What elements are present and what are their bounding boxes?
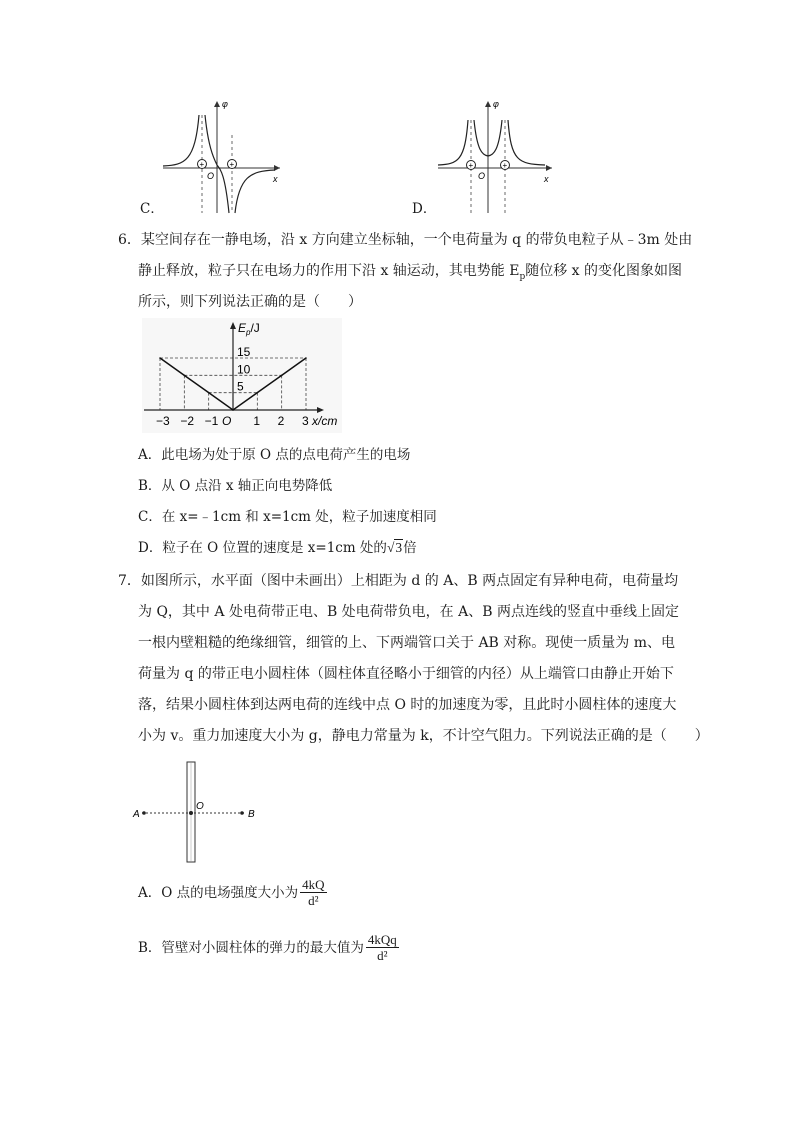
data-point--2 [184, 375, 186, 377]
q6-option-a: A．此电场为处于原 O 点的点电荷产生的电场 [138, 447, 411, 463]
q6-option-b: B．从 O 点沿 x 轴正向电势降低 [138, 478, 333, 494]
fraction-4kq-over-d2: $\frac{4kQ}{\text{d²}}$ [302, 877, 325, 908]
y-tick-label-15: 15 [237, 345, 251, 359]
svg-text:+: + [468, 161, 474, 170]
tube-charges-figure [132, 760, 272, 865]
x-tick-label-4: 1 [253, 414, 261, 428]
x-tick-label-2: −1 [204, 414, 219, 428]
fraction-4kqq-over-d2: $\frac{\text{4kQq}}{\text{d²}}$ [367, 932, 397, 963]
svg-text:+: + [199, 160, 205, 169]
label-a: A [133, 809, 140, 820]
q6-stem-line-3: 所示，则下列说法正确的是（ ） [138, 294, 362, 310]
data-point--1 [208, 392, 210, 394]
x-tick-label-1: −2 [180, 414, 195, 428]
q7-stem-line-5: 落，结果小圆柱体到达两电荷的连线中点 O 时的加速度为零，且此时小圆柱体的速度大 [138, 697, 677, 713]
q6-option-c: C．在 x=﹣1cm 和 x=1cm 处，粒子加速度相同 [138, 509, 437, 525]
graph-d-positive-charge-1 [467, 161, 476, 171]
x-tick-label-3: O [222, 414, 232, 428]
label-b: B [248, 809, 255, 820]
label-o: O [196, 801, 204, 812]
q6-option-d: D．粒子在 O 位置的速度是 x=1cm 处的√3倍 [138, 540, 417, 556]
option-d-label: D． [412, 201, 437, 217]
q7-option-a: A．O 点的电场强度大小为 $\frac{4kQ}{\text{d²}}$ [138, 877, 325, 908]
graph-c [155, 95, 285, 215]
q7-stem-line-6: 小为 v。重力加速度大小为 g，静电力常量为 k，不计空气阻力。下列说法正确的是（ ） [138, 728, 709, 744]
graph-c-positive-charge-2 [228, 160, 237, 170]
point-o [189, 811, 193, 815]
data-point--3 [159, 357, 161, 359]
q7-number: 7． [118, 573, 141, 589]
y-axis-label: $E_p/J$ [238, 321, 260, 337]
x-tick-label-5: 2 [277, 414, 285, 428]
x-tick-label-6: 3 [302, 414, 309, 428]
x-tick-label-0: −3 [156, 414, 170, 428]
q7-stem-line-3: 一根内壁粗糙的绝缘细管，细管的上、下两端管口关于 AB 对称。现使一质量为 m、电 [138, 635, 676, 651]
graph-d-x-label: x [544, 174, 549, 184]
data-point-2 [281, 375, 283, 377]
graph-d [430, 95, 560, 215]
graph-d-positive-charge-2 [501, 161, 510, 171]
q6-number: 6． [118, 232, 141, 248]
graph-c-origin-label: O [207, 171, 215, 181]
charge-a-point [142, 811, 146, 815]
option-c-label: C． [140, 201, 164, 217]
ep-x-chart [142, 318, 342, 433]
data-point-0 [232, 409, 234, 411]
data-point-3 [305, 357, 307, 359]
graph-d-origin-label: O [478, 171, 486, 181]
svg-text:+: + [502, 161, 508, 170]
q7-option-b: B．管壁对小圆柱体的弹力的最大值为 $\frac{\text{4kQq}}{\text{d²}}$ [138, 932, 397, 963]
q6-stem-line-2: 静止释放，粒子只在电场力的作用下沿 x 轴运动，其电势能 $E_p$随位移 x 的变化图象如图 [138, 263, 683, 282]
graph-c-phi-label: φ [222, 99, 228, 109]
graph-d-phi-label: φ [493, 99, 499, 109]
charge-b-point [240, 811, 244, 815]
q7-stem-line-1: 7．如图所示，水平面（图中未画出）上相距为 d 的 A、B 两点固定有异种电荷，电荷量均 [118, 573, 679, 589]
q6-stem-line-1: 6．某空间存在一静电场，沿 x 方向建立坐标轴，一个电荷量为 q 的带负电粒子从﹣3m 处由 [118, 232, 693, 248]
graph-c-x-label: x [273, 174, 278, 184]
y-tick-label-5: 5 [237, 379, 244, 394]
q7-stem-line-4: 荷量为 q 的带正电小圆柱体（圆柱体直径略小于细管的内径）从上端管口由静止开始下 [138, 666, 674, 682]
data-point-1 [257, 392, 259, 394]
y-tick-label-10: 10 [237, 362, 251, 377]
graph-c-positive-charge-1 [198, 160, 207, 170]
x-axis-label: x/cm [312, 414, 338, 428]
svg-text:+: + [229, 160, 235, 169]
q7-stem-line-2: 为 Q，其中 A 处电荷带正电、B 处电荷带负电，在 A、B 两点连线的竖直中垂线上固定 [138, 604, 679, 620]
sqrt-expression: √3 [386, 540, 403, 555]
